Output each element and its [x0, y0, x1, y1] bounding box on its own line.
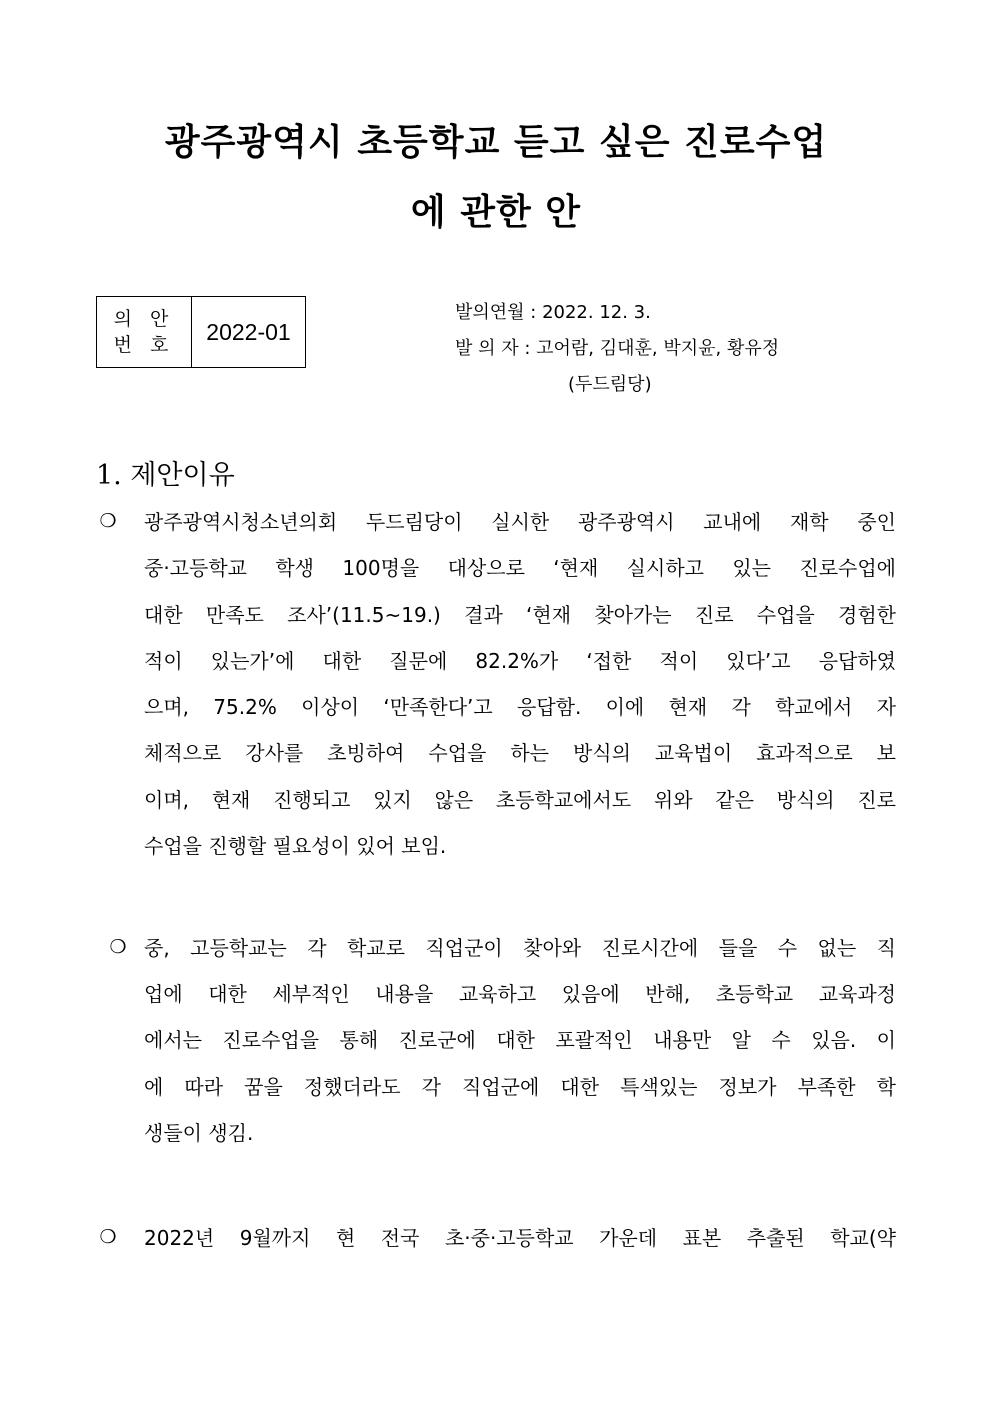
reason-paragraph-2: [144, 971, 896, 1156]
bill-number-value: 2022-01: [206, 318, 291, 345]
bullet-circle-icon: ❍: [99, 1226, 117, 1248]
paragraph-line: 이며, 현재 진행되고 있지 않은 초등학교에서도 위와 같은 방식의 진로: [144, 787, 896, 812]
document-title-line-1: 광주광역시 초등학교 듣고 싶은 진로수업: [164, 122, 828, 163]
document-title-line-2: 에 관한 안: [410, 192, 582, 233]
bill-label-top: 의 안: [113, 308, 175, 330]
bill-number-box: [96, 296, 306, 368]
reason-paragraph-3: [144, 1215, 896, 1261]
proposer-party: (두드림당): [568, 374, 652, 395]
reason-paragraph-2-first-line: [144, 925, 896, 971]
paragraph-line: 중, 고등학교는 각 학교로 직업군이 찾아와 진로시간에 들을 수 없는 직: [144, 936, 896, 960]
paragraph-line: 체적으로 강사를 초빙하여 수업을 하는 방식의 교육법이 효과적으로 보: [144, 741, 896, 766]
bullet-circle-icon: ❍: [99, 510, 117, 532]
proposal-date-value: 2022. 12. 3.: [542, 302, 651, 323]
paragraph-line: 대한 만족도 조사’(11.5~19.) 결과 ‘현재 찾아가는 진로 수업을 경험한: [144, 602, 896, 627]
paragraph-line: 광주광역시청소년의회 두드림당이 실시한 광주광역시 교내에 재학 중인: [144, 510, 896, 534]
proposers-value: 고어람, 김대훈, 박지윤, 황유정: [536, 338, 780, 359]
paragraph-line: 2022년 9월까지 현 전국 초·중·고등학교 가운데 표본 추출된 학교(약: [144, 1226, 896, 1250]
paragraph-line: 생들이 생김.: [144, 1120, 254, 1145]
paragraph-line: 으며, 75.2% 이상이 ‘만족한다’고 응답함. 이에 현재 각 학교에서 자: [144, 695, 896, 720]
bill-number-label: [97, 297, 192, 367]
paragraph-line: 중·고등학교 학생 100명을 대상으로 ‘현재 실시하고 있는 진로수업에: [144, 556, 896, 581]
paragraph-line: 적이 있는가’에 대한 질문에 82.2%가 ‘접한 적이 있다’고 응답하였: [144, 648, 896, 673]
section-heading-proposal-reason: 1. 제안이유: [96, 460, 235, 491]
paragraph-line: 에서는 진로수업을 통해 진로군에 대한 포괄적인 내용만 알 수 있음. 이: [144, 1028, 896, 1053]
reason-paragraph-1: [144, 499, 896, 869]
proposers-label: 발 의 자 :: [455, 338, 531, 359]
paragraph-line: 수업을 진행할 필요성이 있어 보임.: [144, 834, 447, 859]
bullet-circle-icon: ❍: [109, 936, 127, 958]
bill-label-bottom: 번 호: [113, 334, 175, 356]
proposers: [455, 334, 779, 360]
proposal-date: [455, 298, 651, 324]
paragraph-line: 업에 대한 세부적인 내용을 교육하고 있음에 반해, 초등학교 교육과정: [144, 982, 896, 1006]
paragraph-line: 에 따라 꿈을 정했더라도 각 직업군에 대한 특색있는 정보가 부족한 학: [144, 1074, 896, 1099]
proposal-date-label: 발의연월 :: [455, 302, 537, 323]
